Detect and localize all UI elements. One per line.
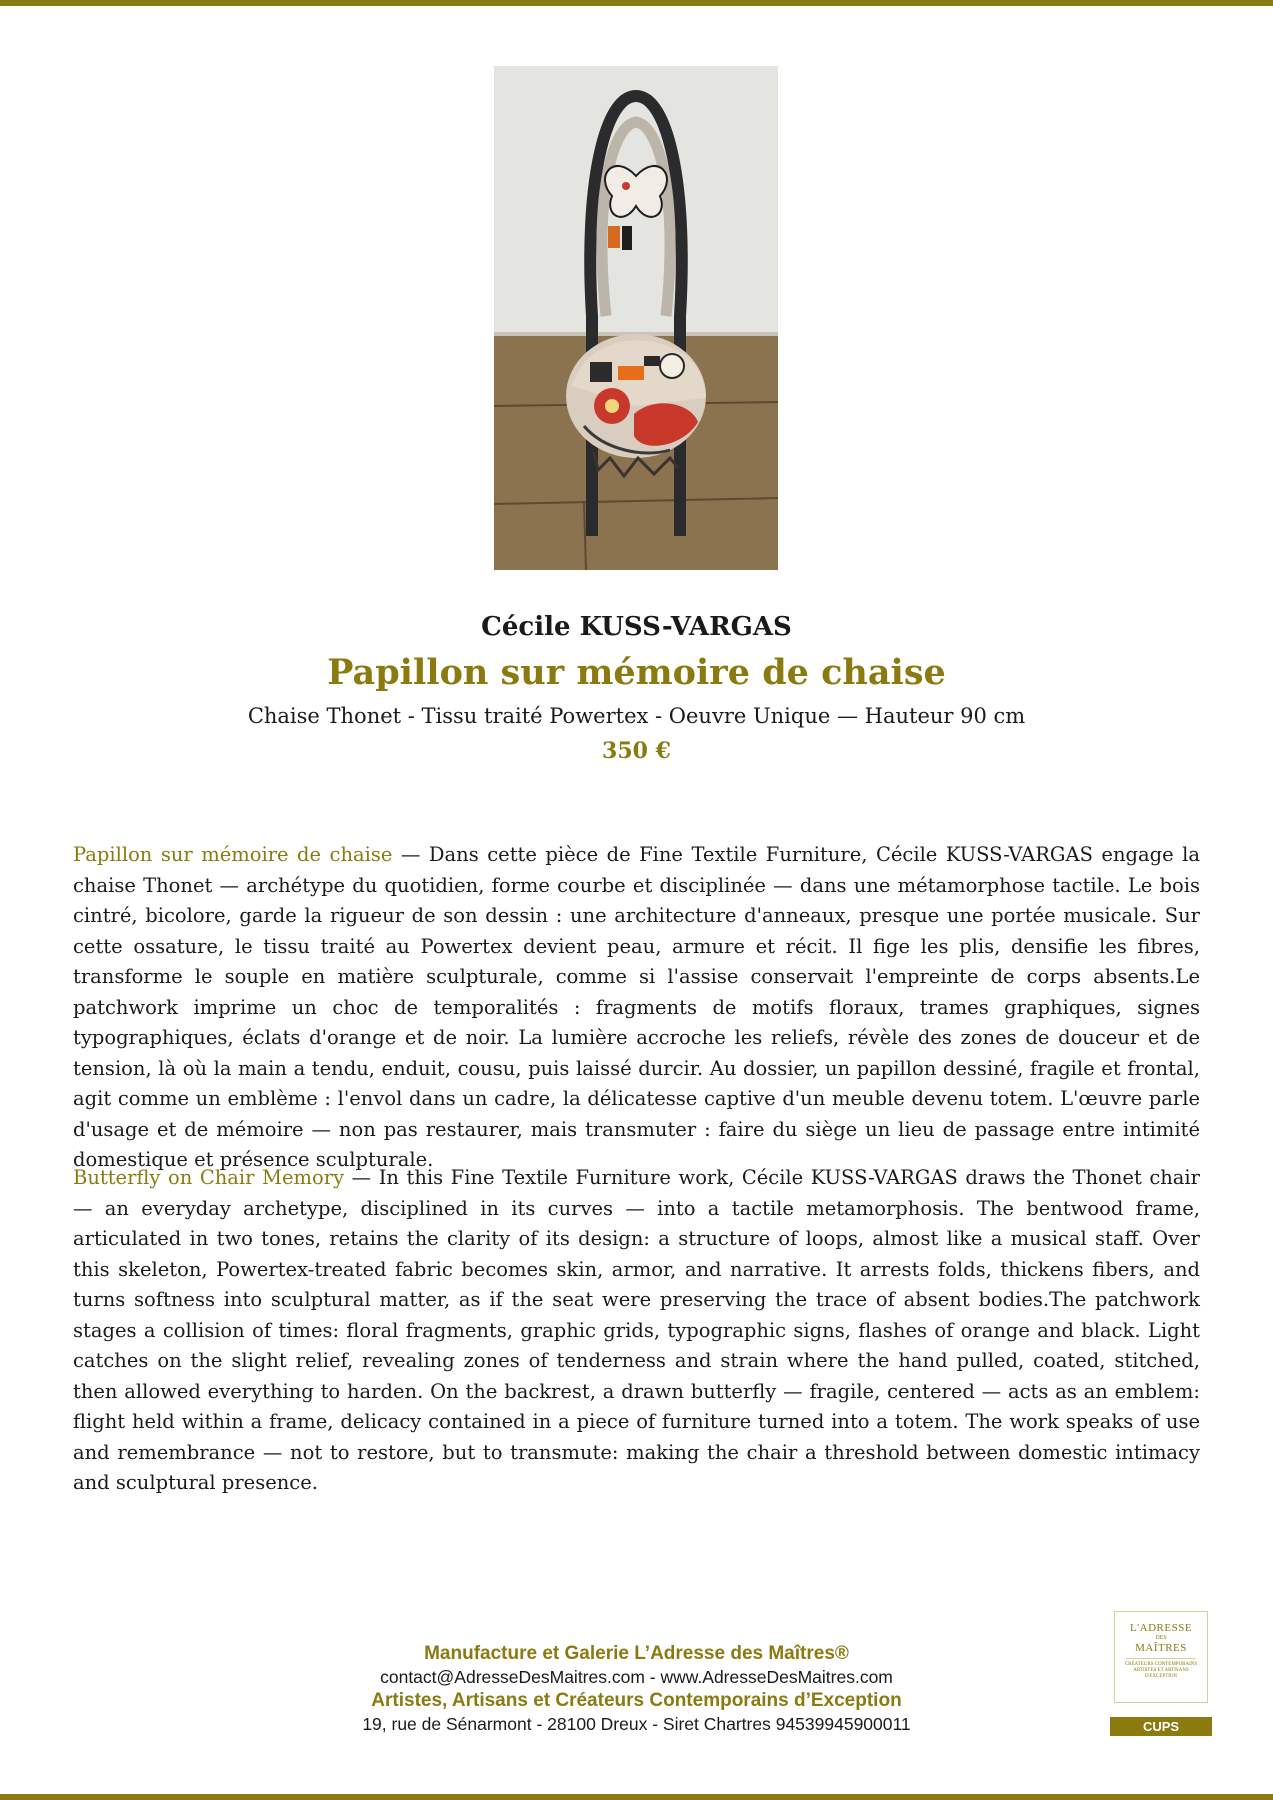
artwork-price: 350 € xyxy=(602,738,671,764)
footer-contact: contact@AdresseDesMaitres.com - www.AdresseDesMaitres.com xyxy=(380,1667,893,1687)
footer-tagline: Artistes, Artisans et Créateurs Contemporains d’Exception xyxy=(371,1690,902,1711)
footer xyxy=(0,1642,1273,1736)
bottom-border xyxy=(0,1794,1273,1800)
description-english-text: — In this Fine Textile Furniture work, Cécile KUSS-VARGAS draws the Thonet chair — an everyday archetype, disciplined in its curves — into a tactile metamorphosis. The bentwood frame, articulated in two tones, retains the clarity of its design: a structure of loops, almost like a musical staff. Over this skeleton, Powertex-treated fabric becomes skin, armor, and narrative. It arrests folds, thickens fibers, and turns softness into sculptural matter, as if the seat were preserving the trace of absent bodies.The patchwork stages a collision of times: floral fragments, graphic grids, typographic signs, flashes of orange and black. Light catches on the slight relief, revealing zones of tenderness and strain where the hand pulled, coated, stitched, then allowed everything to harden. On the backrest, a drawn butterfly — fragile, centered — acts as an emblem: flight held within a frame, delicacy contained in a piece of furniture turned into a totem. The work speaks of use and remembrance — not to restore, but to transmute: making the chair a threshold between domestic intimacy and sculptural presence. xyxy=(73,1166,1200,1494)
description-english-lead: Butterfly on Chair Memory xyxy=(73,1166,345,1189)
description-english xyxy=(73,1163,1200,1499)
logo-line-1: L'ADRESSE xyxy=(1129,1622,1193,1634)
footer-address: 19, rue de Sénarmont - 28100 Dreux - Siret Chartres 94539945900011 xyxy=(362,1714,911,1734)
description-french-lead: Papillon sur mémoire de chaise xyxy=(73,843,393,866)
cups-badge: CUPS xyxy=(1110,1717,1212,1736)
logo-line-2: DES xyxy=(1155,1635,1167,1641)
chair-image xyxy=(494,66,778,570)
footer-gallery-name: Manufacture et Galerie L’Adresse des Maîtres® xyxy=(424,1643,849,1664)
description-french xyxy=(73,840,1200,1176)
top-border xyxy=(0,0,1273,6)
artwork-title: Papillon sur mémoire de chaise xyxy=(327,652,946,693)
artwork-subtitle: Chaise Thonet - Tissu traité Powertex - Oeuvre Unique — Hauteur 90 cm xyxy=(247,704,1026,728)
artwork-photo xyxy=(494,66,778,570)
gallery-logo xyxy=(1114,1611,1208,1703)
artist-name: Cécile KUSS-VARGAS xyxy=(481,612,792,642)
logo-line-4: CRÉATEURS CONTEMPORAINS ARTISTES ET ARTISANS D'EXCEPTION xyxy=(1124,1662,1198,1679)
logo-line-3: MAÎTRES xyxy=(1135,1642,1187,1654)
description-french-text: — Dans cette pièce de Fine Textile Furniture, Cécile KUSS-VARGAS engage la chaise Thonet — archétype du quotidien, forme courbe et disciplinée — dans une métamorphose tactile. Le bois cintré, bicolore, garde la rigueur de son dessin : une architecture d'anneaux, presque une portée musicale. Sur cette ossature, le tissu traité au Powertex devient peau, armure et récit. Il fige les plis, densifie les fibres, transforme le souple en matière sculpturale, comme si l'assise conservait l'empreinte de corps absents.Le patchwork imprime un choc de temporalités : fragments de motifs floraux, trames graphiques, signes typographiques, éclats d'orange et de noir. La lumière accroche les reliefs, révèle des zones de douceur et de tension, là où la main a tendu, enduit, cousu, puis laissé durcir. Au dossier, un papillon dessiné, fragile et frontal, agit comme un emblème : l'envol dans un cadre, la délicatesse captive d'un meuble devenu totem. L'œuvre parle d'usage et de mémoire — non pas restaurer, mais transmuter : faire du siège un lieu de passage entre intimité domestique et présence sculpturale. xyxy=(73,843,1200,1171)
logo-divider xyxy=(1126,1658,1196,1659)
